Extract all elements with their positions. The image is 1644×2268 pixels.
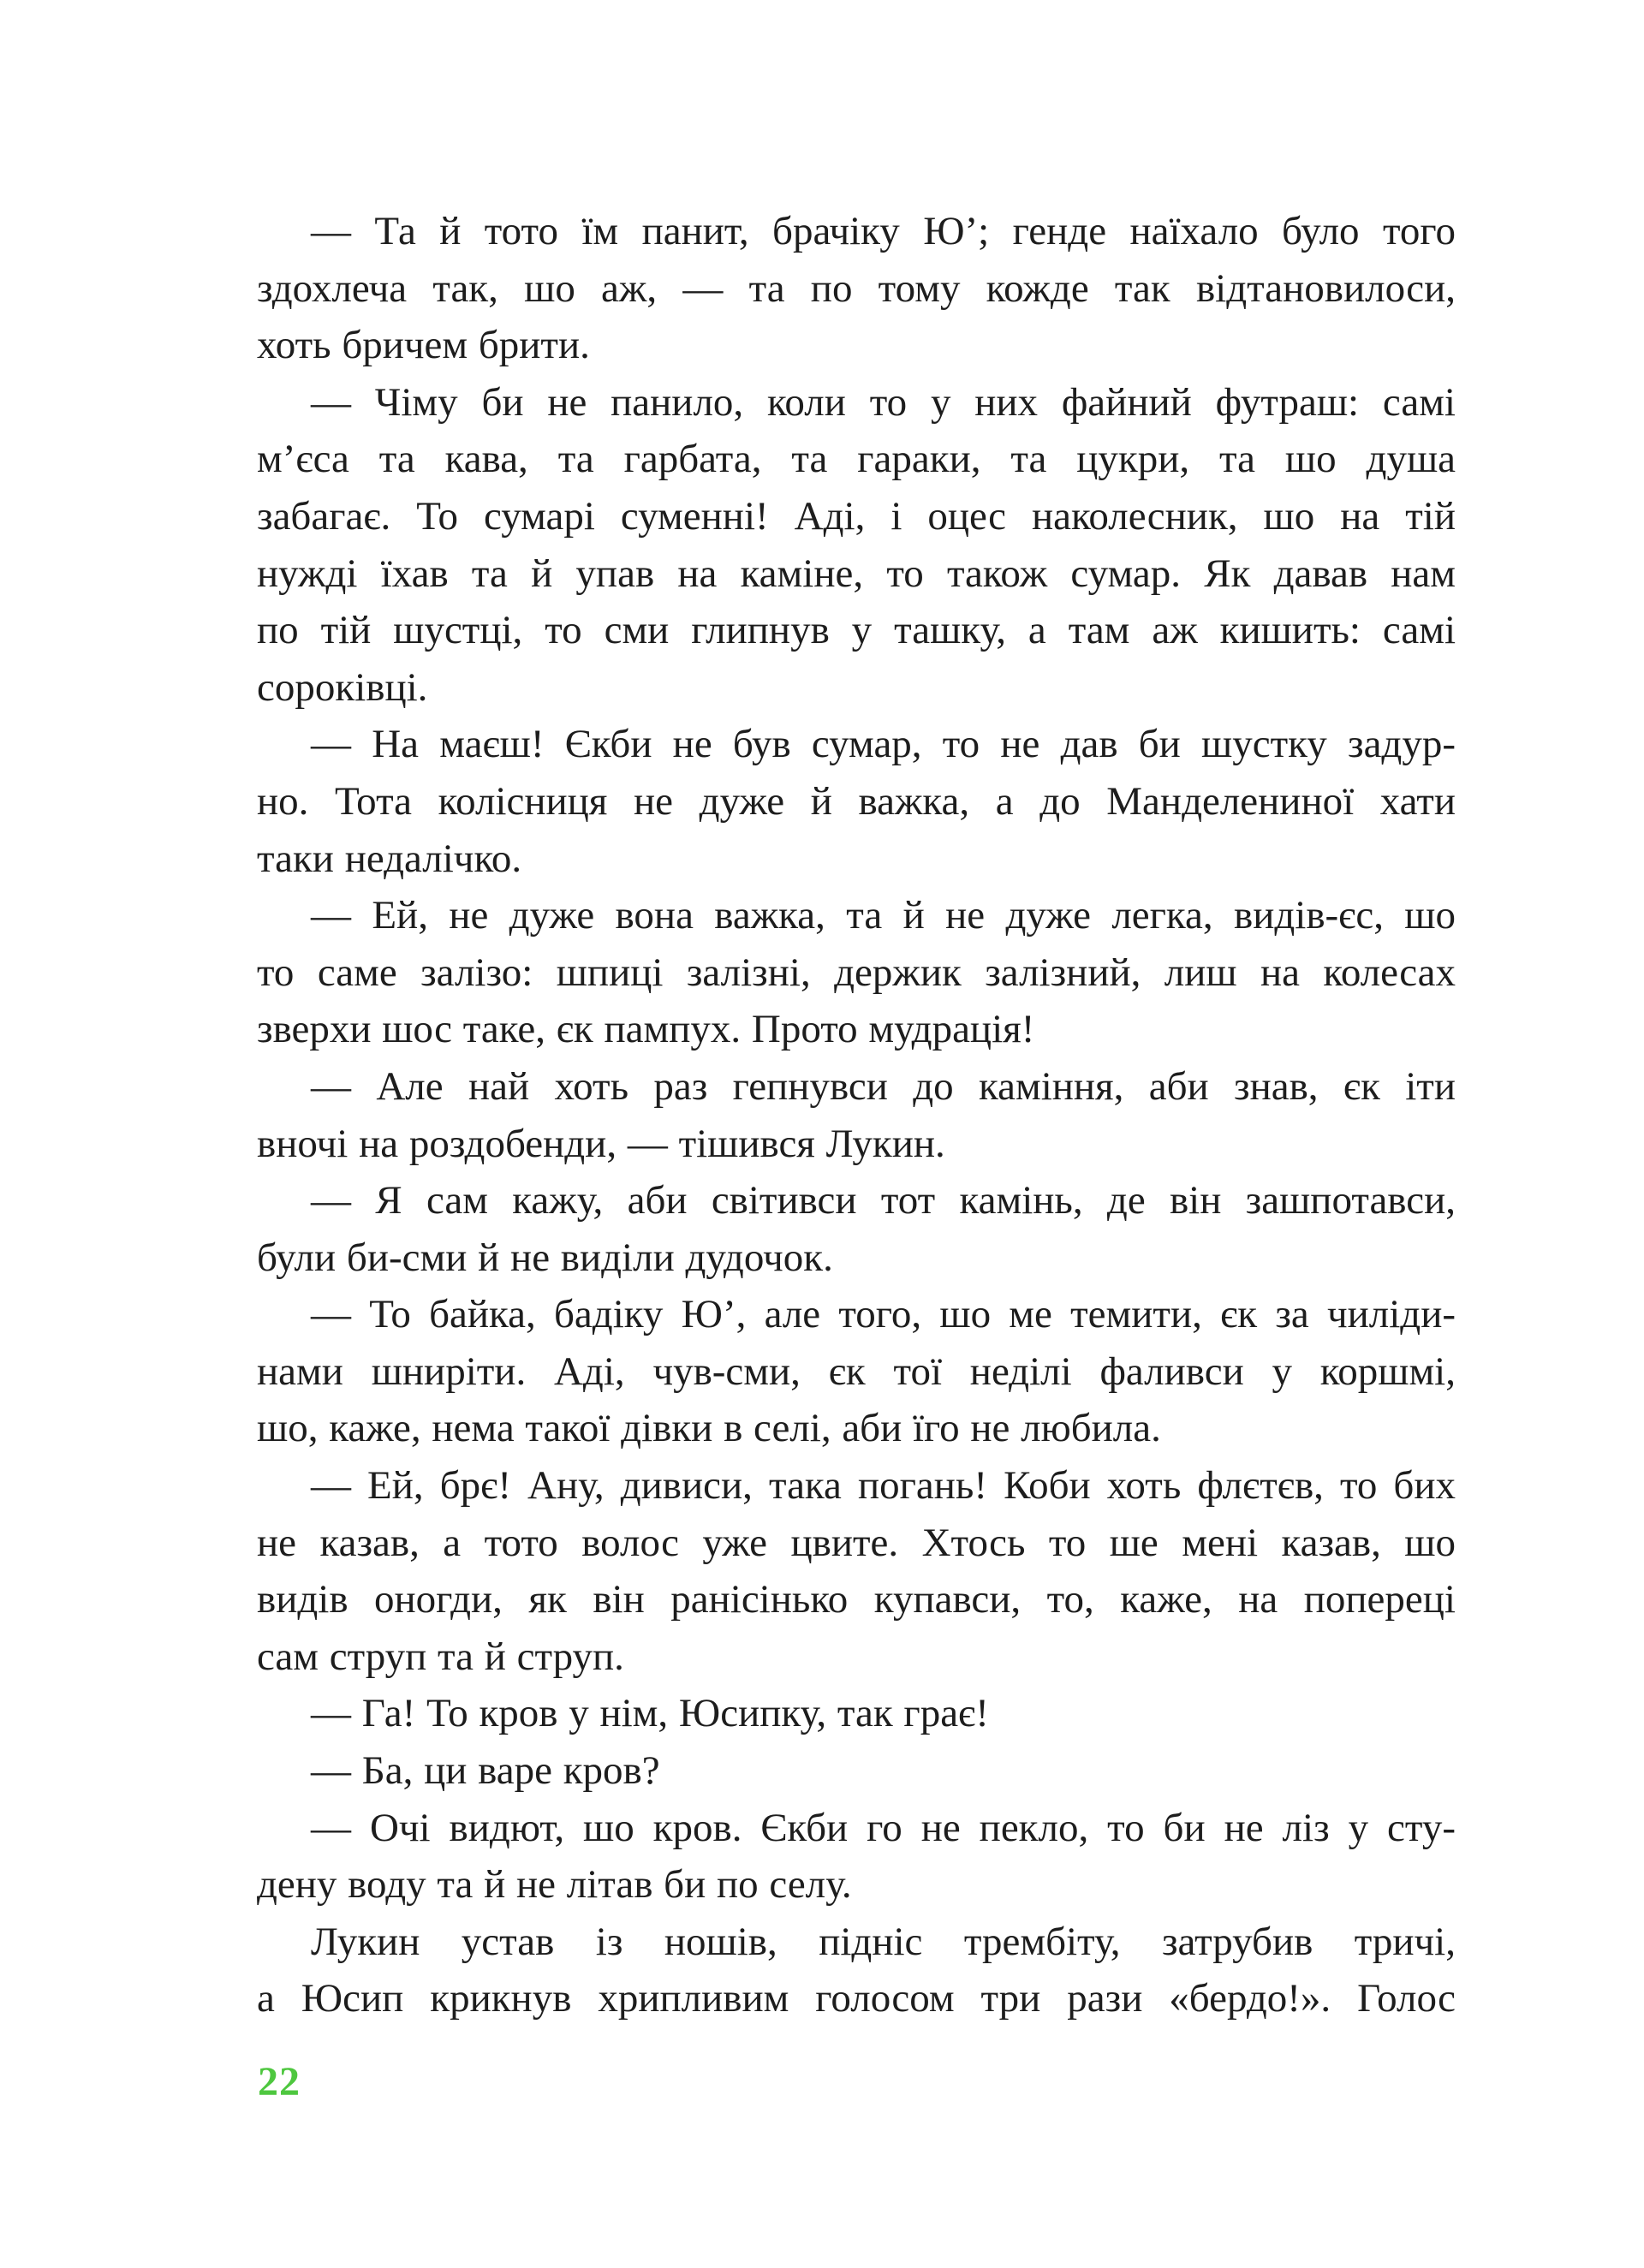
text-line: сам струп та й струп.	[257, 1634, 624, 1679]
text-line: — Ба, ци варе кров?	[311, 1748, 660, 1794]
text-line: здохлеча так, шо аж, — та по тому кожде так відтановилоси,	[257, 265, 1456, 311]
text-line: — Ей, брє! Ану, дивиси, така погань! Коби хоть флєтєв, то бих	[311, 1463, 1456, 1509]
text-line: таки недалічко.	[257, 836, 522, 881]
text-line: но. Тота колісниця не дуже й важка, а до Манделениної хати	[257, 778, 1456, 824]
text-line: — На маєш! Єкби не був сумар, то не дав би шустку задур-	[311, 722, 1456, 767]
text-line: шо, каже, нема такої дівки в селі, аби їго не любила.	[257, 1406, 1161, 1451]
text-line: нами шниріти. Аді, чув-сми, єк тої неділі фаливси у коршмі,	[257, 1348, 1456, 1394]
text-line: — Ей, не дуже вона важка, та й не дуже легка, видів-єс, шо	[311, 893, 1456, 938]
text-line: видів оногди, як він ранісінько купавси, то, каже, на попереці	[257, 1577, 1456, 1622]
text-line: то саме залізо: шпиці залізні, держик залізний, лиш на колесах	[257, 949, 1456, 995]
text-line: — Чіму би не панило, коли то у них файний футраш: самі	[311, 379, 1456, 425]
text-line: — Я сам кажу, аби світивси тот камінь, де він зашпотавси,	[311, 1178, 1456, 1223]
text-line: не казав, а тото волос уже цвите. Хтось то ше мені казав, шо	[257, 1520, 1456, 1565]
page-number: 22	[258, 2059, 301, 2104]
text-line: — Очі видют, шо кров. Єкби го не пекло, то би не ліз у сту-	[311, 1805, 1456, 1850]
text-line: — Га! То кров у нім, Юсипку, так грає!	[311, 1691, 989, 1736]
text-line: по тій шустці, то сми глипнув у ташку, а там аж кишить: самі	[257, 608, 1456, 653]
text-line: — Та й тото їм панит, брачіку Ю’; генде наїхало було того	[311, 209, 1456, 253]
text-line: — Але най хоть раз гепнувси до каміння, аби знав, єк іти	[311, 1063, 1456, 1109]
text-line: сороківці.	[257, 664, 428, 710]
text-line: а Юсип крикнув хрипливим голосом три рази «бердо!». Голос	[257, 1976, 1456, 2021]
text-line: забагає. То сумарі суменні! Аді, і оцес наколесник, шо на тій	[257, 493, 1456, 539]
text-line: — То байка, бадіку Ю’, але того, шо ме темити, єк за чиліди-	[311, 1292, 1456, 1337]
text-line: дену воду та й не літав би по селу.	[257, 1862, 852, 1908]
text-line: хоть бричем брити.	[257, 323, 590, 368]
text-block	[257, 203, 1456, 2027]
text-line: зверхи шос таке, єк пампух. Прото мудрація!	[257, 1007, 1035, 1052]
text-line: нужді їхав та й упав на каміне, то також сумар. Як давав нам	[257, 551, 1456, 596]
text-line: Лукин устав із ношів, підніс трембіту, затрубив тричі,	[311, 1919, 1456, 1964]
text-line: вночі на роздобенди, — тішився Лукин.	[257, 1121, 945, 1166]
text-line: були би-сми й не виділи дудочок.	[257, 1235, 833, 1280]
text-line: м’єса та кава, та гарбата, та гараки, та цукри, та шо душа	[257, 437, 1456, 482]
